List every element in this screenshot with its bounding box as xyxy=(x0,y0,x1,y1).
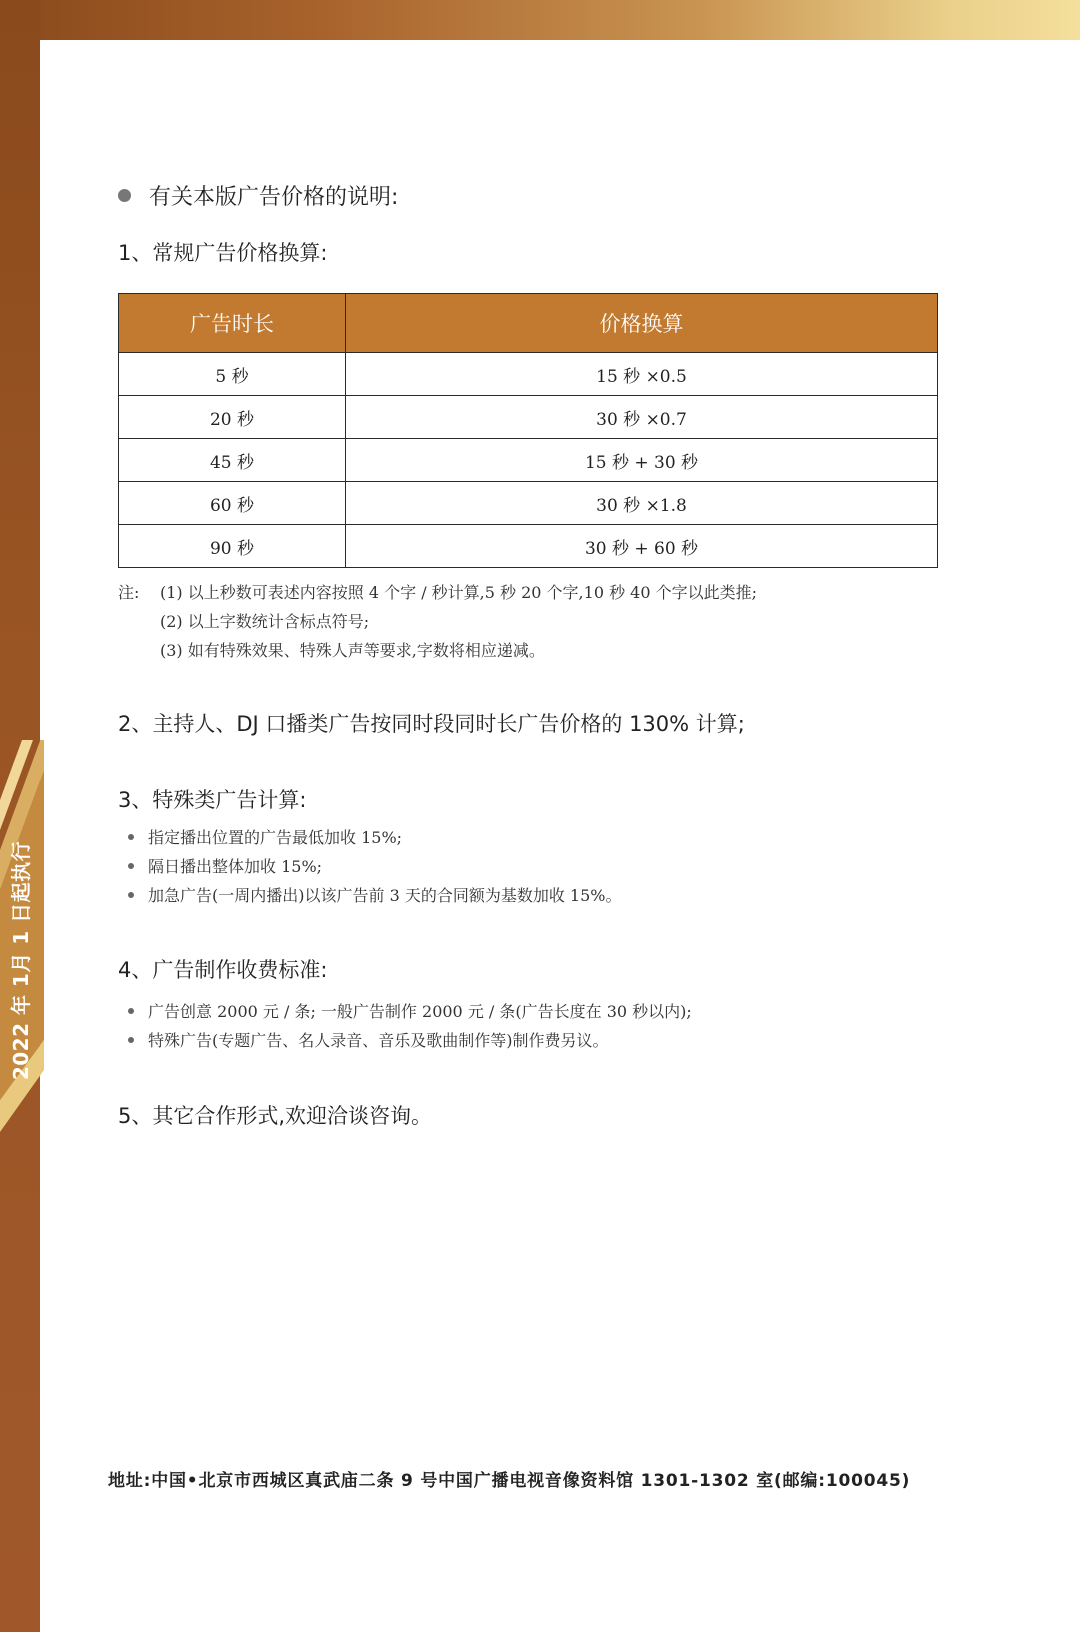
table-row xyxy=(119,439,938,482)
list-item-text: 加急广告(一周内播出)以该广告前 3 天的合同额为基数加收 15%。 xyxy=(148,886,622,905)
cell-duration: 45 秒 xyxy=(119,439,346,482)
list-item-text: 隔日播出整体加收 15%; xyxy=(148,857,323,876)
table-row xyxy=(119,525,938,568)
cell-duration: 90 秒 xyxy=(119,525,346,568)
side-effective-date xyxy=(2,840,38,1080)
bullet-icon xyxy=(128,1037,134,1043)
table-header-row xyxy=(119,294,938,353)
cell-conversion: 30 秒 + 60 秒 xyxy=(346,525,938,568)
table-row xyxy=(119,482,938,525)
list-item xyxy=(128,996,692,1025)
top-frame-bar xyxy=(0,0,1080,40)
intro-text: 有关本版广告价格的说明: xyxy=(149,185,399,210)
list-item-text: 广告创意 2000 元 / 条; 一般广告制作 2000 元 / 条(广告长度在 30 秒以内); xyxy=(148,1002,692,1021)
section4-title: 4、广告制作收费标准: xyxy=(118,958,328,982)
note-text: (3) 如有特殊效果、特殊人声等要求,字数将相应递减。 xyxy=(160,641,545,660)
cell-conversion: 30 秒 ×1.8 xyxy=(346,482,938,525)
note-item xyxy=(118,638,757,667)
cell-conversion: 30 秒 ×0.7 xyxy=(346,396,938,439)
list-item-text: 指定播出位置的广告最低加收 15%; xyxy=(148,828,403,847)
note-item xyxy=(118,609,757,638)
footer-address: 地址:中国•北京市西城区真武庙二条 9 号中国广播电视音像资料馆 1301-1302 室(邮编:100045) xyxy=(108,1471,911,1491)
list-item xyxy=(128,822,622,851)
list-item xyxy=(128,1025,692,1054)
bullet-icon xyxy=(128,863,134,869)
cell-conversion: 15 秒 ×0.5 xyxy=(346,353,938,396)
bullet-icon xyxy=(118,189,131,202)
section2-title: 2、主持人、DJ 口播类广告按同时段同时长广告价格的 130% 计算; xyxy=(118,712,745,736)
section4-list xyxy=(128,996,692,1054)
bullet-icon xyxy=(128,834,134,840)
list-item xyxy=(128,880,622,909)
header-duration: 广告时长 xyxy=(119,294,346,353)
cell-duration: 5 秒 xyxy=(119,353,346,396)
section3-list xyxy=(128,822,622,909)
section5-title: 5、其它合作形式,欢迎洽谈咨询。 xyxy=(118,1104,433,1128)
cell-conversion: 15 秒 + 30 秒 xyxy=(346,439,938,482)
cell-duration: 60 秒 xyxy=(119,482,346,525)
table-row xyxy=(119,353,938,396)
note-text: (1) 以上秒数可表述内容按照 4 个字 / 秒计算,5 秒 20 个字,10 秒 40 个字以此类推; xyxy=(160,583,758,602)
table-row xyxy=(119,396,938,439)
section3-title: 3、特殊类广告计算: xyxy=(118,788,307,812)
price-conversion-table xyxy=(118,293,938,568)
list-item-text: 特殊广告(专题广告、名人录音、音乐及歌曲制作等)制作费另议。 xyxy=(148,1031,609,1050)
note-text: (2) 以上字数统计含标点符号; xyxy=(160,612,370,631)
bullet-icon xyxy=(128,1008,134,1014)
note-item xyxy=(118,580,757,609)
notes-block xyxy=(118,580,757,667)
side-date-text: 2022 年 1月 1 日起执行 xyxy=(9,840,34,1080)
header-conversion: 价格换算 xyxy=(346,294,938,353)
intro-heading xyxy=(118,180,398,211)
bullet-icon xyxy=(128,892,134,898)
note-label: 注: xyxy=(118,583,140,602)
list-item xyxy=(128,851,622,880)
cell-duration: 20 秒 xyxy=(119,396,346,439)
section1-title: 1、常规广告价格换算: xyxy=(118,241,328,265)
